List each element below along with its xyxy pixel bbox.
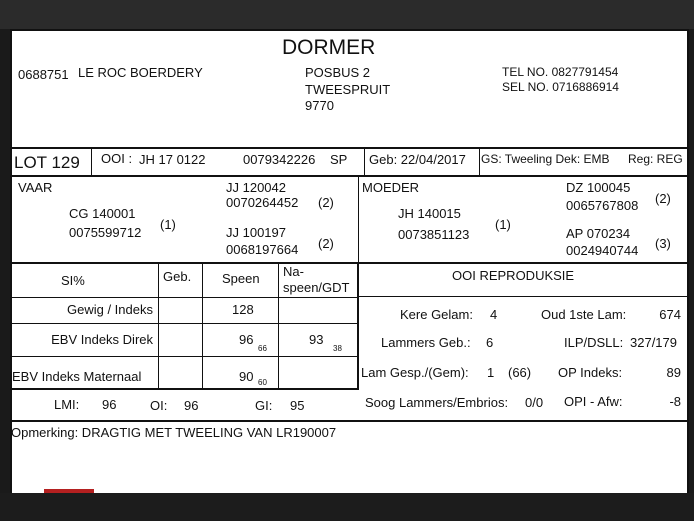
row2-label: EBV Indeks Direk bbox=[51, 332, 153, 347]
vaar-dam-rank: (2) bbox=[318, 236, 334, 251]
address-line-1: POSBUS 2 bbox=[305, 65, 371, 80]
vaar-number: 0075599712 bbox=[69, 225, 142, 240]
moeder-dam-code: AP 070234 bbox=[566, 226, 631, 241]
moeder-number: 0073851123 bbox=[398, 227, 470, 242]
oud-label: Oud 1ste Lam: bbox=[541, 307, 627, 322]
address-line-3: 9770 bbox=[305, 98, 334, 113]
row2-speen-sub: 66 bbox=[258, 344, 267, 353]
moeder-dam-number: 0024940744 bbox=[566, 243, 639, 258]
soog-value: 0/0 bbox=[525, 395, 544, 410]
tel-number: TEL NO. 0827791454 bbox=[502, 65, 619, 79]
vaar-dam-number: 0068197664 bbox=[226, 242, 299, 257]
gesp-average: (66) bbox=[508, 365, 532, 380]
frame-top bbox=[10, 29, 689, 31]
col-speen: Speen bbox=[222, 271, 260, 286]
divider-si-v2 bbox=[202, 264, 203, 388]
vaar-sire-rank: (2) bbox=[318, 195, 334, 210]
col-si: SI% bbox=[61, 273, 85, 288]
vaar-code: CG 140001 bbox=[69, 206, 136, 221]
birth-date: Geb: 22/04/2017 bbox=[369, 152, 466, 167]
moeder-dam-rank: (3) bbox=[655, 236, 671, 251]
owner-code: 0688751 bbox=[18, 67, 69, 82]
op-label: OP Indeks: bbox=[558, 365, 623, 380]
address-line-2: TWEESPRUIT bbox=[305, 82, 391, 97]
kere-label: Kere Gelam: bbox=[400, 307, 473, 322]
lammers-label: Lammers Geb.: bbox=[381, 335, 471, 350]
vaar-dam-code: JJ 100197 bbox=[226, 225, 286, 240]
divider-lot-bottom bbox=[10, 175, 689, 177]
row1-speen: 128 bbox=[232, 302, 254, 317]
opi-value: -8 bbox=[669, 394, 681, 409]
reg-info: Reg: REG bbox=[628, 152, 683, 166]
bottom-dark-strip bbox=[0, 493, 694, 521]
vaar-rank: (1) bbox=[160, 217, 176, 232]
ooi-number: 0079342226 bbox=[243, 152, 316, 167]
lmi-value: 96 bbox=[102, 397, 117, 412]
kere-value: 4 bbox=[490, 307, 498, 322]
row3-speen: 90 bbox=[239, 369, 254, 384]
moeder-code: JH 140015 bbox=[398, 206, 461, 221]
divider-repro-header bbox=[359, 296, 689, 297]
gi-label: GI: bbox=[255, 398, 273, 413]
vaar-label: VAAR bbox=[18, 180, 53, 195]
row2-speen: 96 bbox=[239, 332, 254, 347]
divider-si-v1 bbox=[158, 264, 159, 388]
ooi-label: OOI : bbox=[101, 151, 133, 166]
moeder-sire-rank: (2) bbox=[655, 191, 671, 206]
divider-remark bbox=[10, 420, 689, 422]
gesp-label: Lam Gesp./(Gem): bbox=[361, 365, 469, 380]
divider-lot-v2 bbox=[364, 147, 365, 175]
divider-si-header bbox=[10, 297, 358, 298]
row2-naspeen: 93 bbox=[309, 332, 324, 347]
divider-si-bottom bbox=[10, 388, 358, 390]
ilp-label: ILP/DSLL: bbox=[564, 335, 624, 350]
op-value: 89 bbox=[666, 365, 681, 380]
divider-lot-v1 bbox=[91, 147, 92, 175]
col-naspeen-2: speen/GDT bbox=[283, 280, 350, 295]
divider-si-row1 bbox=[10, 323, 358, 324]
vaar-sire-number: 0070264452 bbox=[226, 195, 299, 210]
row1-label: Gewig / Indeks bbox=[67, 302, 153, 317]
lmi-label: LMI: bbox=[54, 397, 80, 412]
sel-number: SEL NO. 0716886914 bbox=[502, 80, 619, 94]
moeder-sire-code: DZ 100045 bbox=[566, 180, 631, 195]
opi-label: OPI - Afw: bbox=[564, 394, 623, 409]
top-dark-strip bbox=[0, 0, 694, 29]
ooi-sp: SP bbox=[330, 152, 348, 167]
lot-number: LOT 129 bbox=[14, 153, 80, 172]
divider-si-v4 bbox=[357, 264, 359, 390]
page-title: DORMER bbox=[282, 36, 376, 59]
divider-lot-v3 bbox=[479, 147, 480, 175]
moeder-rank: (1) bbox=[495, 217, 511, 232]
divider-lot-top bbox=[10, 147, 689, 149]
owner-name: LE ROC BOERDERY bbox=[78, 65, 203, 80]
gesp-value: 1 bbox=[487, 365, 495, 380]
ooi-id: JH 17 0122 bbox=[139, 152, 206, 167]
row3-speen-sub: 60 bbox=[258, 378, 267, 387]
row2-naspeen-sub: 38 bbox=[333, 344, 342, 353]
frame-right bbox=[687, 29, 689, 493]
vaar-sire-code: JJ 120042 bbox=[226, 180, 286, 195]
ilp-value: 327/179 bbox=[630, 335, 677, 350]
divider-si-top bbox=[10, 262, 689, 264]
gs-info: GS: Tweeling Dek: EMB bbox=[481, 152, 610, 166]
moeder-sire-number: 0065767808 bbox=[566, 198, 639, 213]
oi-value: 96 bbox=[184, 398, 199, 413]
gi-value: 95 bbox=[290, 398, 305, 413]
divider-si-v3 bbox=[278, 264, 279, 388]
repro-title: OOI REPRODUKSIE bbox=[452, 268, 575, 283]
lot-card bbox=[10, 29, 689, 496]
divider-si-row2 bbox=[10, 356, 358, 357]
col-geb: Geb. bbox=[163, 269, 192, 284]
red-mark bbox=[44, 489, 94, 493]
col-naspeen-1: Na- bbox=[283, 264, 304, 279]
lammers-value: 6 bbox=[486, 335, 494, 350]
moeder-label: MOEDER bbox=[362, 180, 420, 195]
soog-label: Soog Lammers/Embrios: bbox=[365, 395, 509, 410]
frame-left bbox=[10, 29, 12, 493]
oud-value: 674 bbox=[659, 307, 681, 322]
divider-pedigree bbox=[358, 177, 359, 263]
oi-label: OI: bbox=[150, 398, 168, 413]
row3-label: EBV Indeks Maternaal bbox=[12, 369, 142, 384]
remark-text: Opmerking: DRAGTIG MET TWEELING VAN LR190007 bbox=[11, 425, 337, 440]
